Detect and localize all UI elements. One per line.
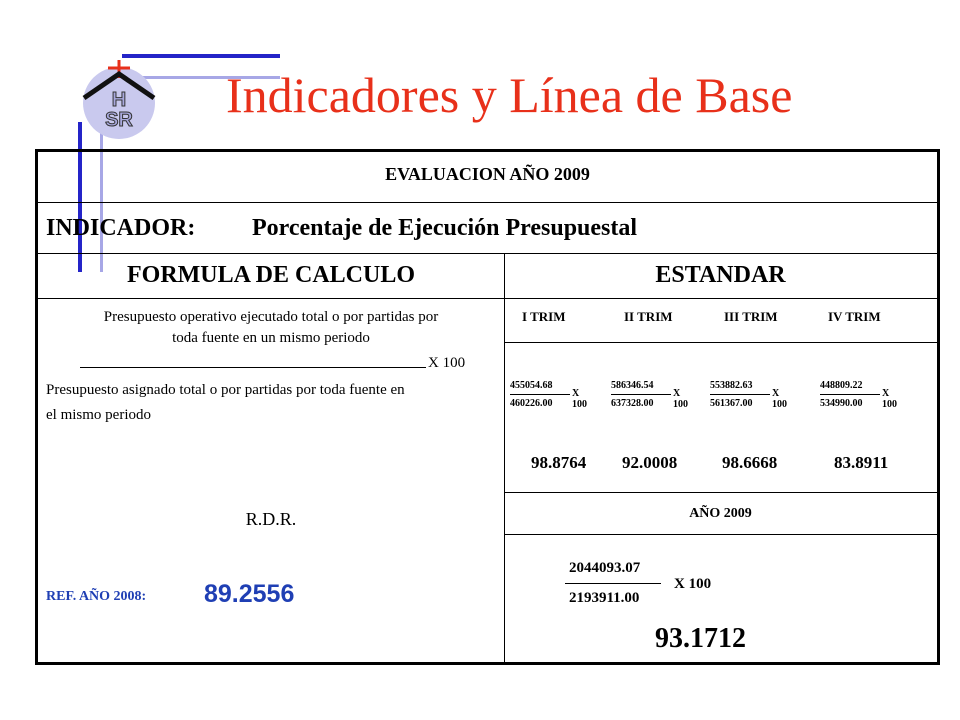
- quarter-denominator-4: 534990.00: [820, 398, 863, 409]
- quarter-label-1: I TRIM: [522, 309, 566, 324]
- evaluation-year: EVALUACION AÑO 2009: [385, 164, 590, 184]
- quarter-result-1: 98.8764: [531, 453, 587, 472]
- year-numerator: 2044093.07: [569, 560, 641, 576]
- year-multiplier: X 100: [674, 576, 712, 592]
- page-title: Indicadores y Línea de Base: [226, 67, 793, 123]
- table-rule: [38, 202, 937, 203]
- fraction-bar: [710, 394, 770, 395]
- quarter-multiplier-2: X 100: [673, 388, 688, 410]
- formula-fraction-bar: [80, 367, 426, 368]
- year-denominator: 2193911.00: [569, 590, 640, 606]
- quarter-denominator-1: 460226.00: [510, 398, 553, 409]
- logo-icon: [78, 58, 160, 140]
- formula-denominator-line1: Presupuesto asignado total o por partidas por toda fuente en: [46, 382, 405, 398]
- year-fraction-bar: [565, 583, 661, 584]
- table-rule: [38, 253, 937, 254]
- fraction-bar: [820, 394, 880, 395]
- indicator-table: [35, 149, 940, 665]
- year-result: 93.1712: [655, 623, 746, 654]
- svg-text:H: H: [111, 89, 127, 111]
- formula-heading: FORMULA DE CALCULO: [126, 262, 415, 288]
- fraction-bar: [510, 394, 570, 395]
- quarter-numerator-2: 586346.54: [611, 380, 654, 391]
- quarter-result-3: 98.6668: [722, 453, 778, 472]
- formula-multiplier: X 100: [428, 355, 466, 371]
- year-label: AÑO 2009: [689, 506, 752, 521]
- formula-denominator-line2: el mismo periodo: [46, 407, 151, 423]
- quarter-denominator-3: 561367.00: [710, 398, 753, 409]
- fraction-bar: [611, 394, 671, 395]
- reference-label: REF. AÑO 2008:: [46, 589, 147, 604]
- quarter-multiplier-4: X 100: [882, 388, 897, 410]
- indicator-label: INDICADOR:: [46, 215, 196, 241]
- quarter-label-3: III TRIM: [724, 309, 778, 324]
- quarter-denominator-2: 637328.00: [611, 398, 654, 409]
- quarter-result-4: 83.8911: [834, 453, 889, 472]
- quarter-multiplier-3: X 100: [772, 388, 787, 410]
- table-rule: [504, 342, 937, 343]
- quarter-result-2: 92.0008: [622, 453, 678, 472]
- quarter-label-4: IV TRIM: [828, 309, 881, 324]
- svg-text:SR: SR: [105, 109, 133, 131]
- quarter-multiplier-1: X 100: [572, 388, 587, 410]
- indicator-value: Porcentaje de Ejecución Presupuestal: [252, 215, 638, 241]
- table-rule: [38, 298, 937, 299]
- table-rule: [504, 492, 937, 493]
- formula-numerator-line1: Presupuesto operativo ejecutado total o por partidas por: [103, 309, 439, 325]
- quarter-numerator-1: 455054.68: [510, 380, 553, 391]
- hospital-logo: [78, 58, 160, 140]
- responsible-unit: R.D.R.: [245, 509, 297, 529]
- standard-heading: ESTANDAR: [655, 262, 786, 288]
- quarter-numerator-4: 448809.22: [820, 380, 863, 391]
- table-column-divider: [504, 253, 505, 662]
- quarter-label-2: II TRIM: [624, 309, 673, 324]
- table-rule: [504, 534, 937, 535]
- reference-value: 89.2556: [204, 580, 295, 608]
- formula-numerator-line2: toda fuente en un mismo periodo: [172, 330, 370, 346]
- quarter-numerator-3: 553882.63: [710, 380, 753, 391]
